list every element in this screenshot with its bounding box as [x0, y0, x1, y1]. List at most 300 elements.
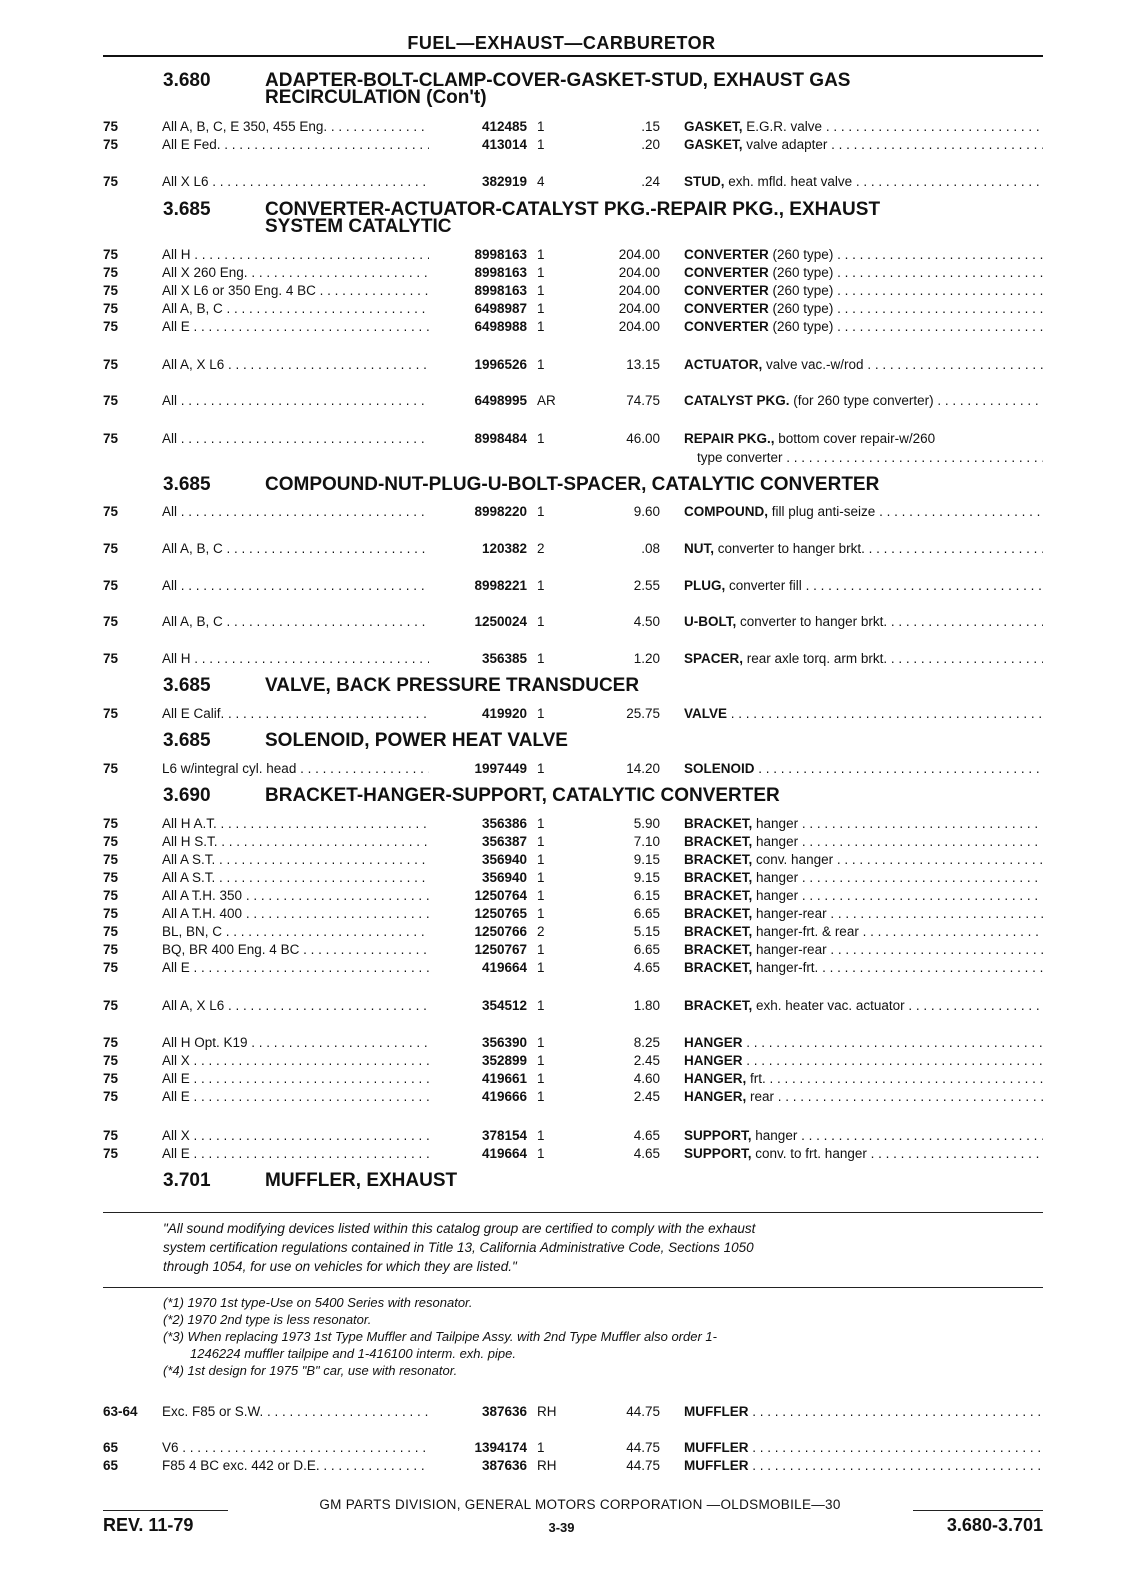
quantity: 1 [537, 614, 545, 629]
part-detail: hanger-frt. . . . [756, 960, 1043, 975]
model-year: 75 [103, 357, 119, 372]
part-name: HANGER, [684, 1071, 747, 1086]
part-detail [752, 1404, 1043, 1419]
part-name: GASKET, [684, 119, 743, 134]
part-number: 8998220 [474, 504, 527, 519]
header-rule [103, 55, 1043, 57]
description [684, 1403, 1043, 1421]
part-number: 1996526 [474, 357, 527, 372]
parts-row [0, 997, 1123, 1015]
price: 204.00 [618, 301, 660, 316]
part-number: 1394174 [474, 1440, 527, 1455]
parts-row [0, 173, 1123, 191]
price: 25.75 [626, 706, 660, 721]
quantity: 1 [537, 1089, 545, 1104]
quantity: 1 [537, 1035, 545, 1050]
model-year: 75 [103, 942, 119, 957]
quantity: 1 [537, 1146, 545, 1161]
price: 5.90 [633, 816, 660, 831]
section-title: SOLENOID, POWER HEAT VALVE [265, 730, 568, 751]
model-year: 75 [103, 137, 119, 152]
application: All A T.H. 350 . . . [162, 887, 429, 905]
price: 9.15 [633, 852, 660, 867]
description [684, 905, 1043, 923]
description [684, 1439, 1043, 1457]
description [684, 1127, 1043, 1145]
parts-row [0, 136, 1123, 154]
model-year: 75 [103, 1035, 119, 1050]
quantity: 1 [537, 998, 545, 1013]
model-year: 75 [103, 265, 119, 280]
quantity: 1 [537, 761, 545, 776]
model-year: 75 [103, 1128, 119, 1143]
price: 204.00 [618, 319, 660, 334]
part-name: BRACKET, [684, 906, 753, 921]
part-name: SOLENOID [684, 761, 755, 776]
part-number: 1250764 [474, 888, 527, 903]
parts-row [0, 941, 1123, 959]
quantity: 1 [537, 888, 545, 903]
application: All A, B, C, E 350, 455 Eng. . . . [162, 118, 429, 136]
price: 4.50 [633, 614, 660, 629]
parts-row [0, 1403, 1123, 1421]
parts-row [0, 833, 1123, 851]
part-number: 419661 [481, 1071, 527, 1086]
description [684, 1052, 1043, 1070]
price: 4.65 [633, 1128, 660, 1143]
price: 1.80 [633, 998, 660, 1013]
quantity: 1 [537, 357, 545, 372]
description [684, 173, 1043, 191]
description [684, 282, 1043, 300]
part-number: 120382 [481, 541, 527, 556]
application: All X L6 or 350 Eng. 4 BC . . . [162, 282, 429, 300]
part-detail: (260 type) . . . [773, 319, 1043, 334]
parts-row [0, 760, 1123, 778]
application: All X L6 . . . [162, 173, 429, 191]
part-detail: hanger . . . [756, 816, 1043, 831]
footer-division: GM PARTS DIVISION, GENERAL MOTORS CORPORATION —OLDSMOBILE—30 [319, 1497, 841, 1512]
part-number: 413014 [481, 137, 527, 152]
model-year: 75 [103, 960, 119, 975]
footer-rule-right [913, 1510, 1043, 1511]
part-name: ACTUATOR, [684, 357, 763, 372]
quantity: 1 [537, 578, 545, 593]
parts-row [0, 430, 1123, 448]
part-number: 8998163 [474, 247, 527, 262]
quantity: 2 [537, 541, 545, 556]
page-title: FUEL—EXHAUST—CARBURETOR [407, 33, 716, 53]
price: 2.45 [633, 1053, 660, 1068]
parts-row [0, 540, 1123, 558]
application: All A, X L6 . . . [162, 356, 429, 374]
price: 44.75 [626, 1440, 660, 1455]
part-number: 387636 [481, 1458, 527, 1473]
part-number: 8998163 [474, 283, 527, 298]
section-title: ADAPTER-BOLT-CLAMP-COVER-GASKET-STUD, EXHAUST GAS RECIRCULATION (Con't) [265, 70, 851, 108]
price: 204.00 [618, 247, 660, 262]
model-year: 75 [103, 174, 119, 189]
description [684, 1457, 1043, 1475]
price: 2.55 [633, 578, 660, 593]
model-year: 75 [103, 816, 119, 831]
part-name: BRACKET, [684, 960, 753, 975]
quantity: 1 [537, 1071, 545, 1086]
parts-row [0, 1052, 1123, 1070]
application: All E . . . [162, 1145, 429, 1163]
part-name: REPAIR PKG., [684, 431, 775, 446]
description [684, 650, 1043, 668]
part-name: MUFFLER [684, 1440, 749, 1455]
description [684, 705, 1043, 723]
application: All E Calif. . . . [162, 705, 429, 723]
parts-row [0, 300, 1123, 318]
price: 4.65 [633, 1146, 660, 1161]
part-number: 1250766 [474, 924, 527, 939]
application: F85 4 BC exc. 442 or D.E. . . . [162, 1457, 429, 1475]
description [684, 851, 1043, 869]
part-detail: hanger-frt. & rear . . . [756, 924, 1043, 939]
application: All X . . . [162, 1052, 429, 1070]
footnote-line: (*1) 1970 1st type-Use on 5400 Series with resonator. [163, 1295, 473, 1310]
price: .20 [641, 137, 660, 152]
part-number: 1250024 [474, 614, 527, 629]
quantity: 1 [537, 906, 545, 921]
part-name: U-BOLT, [684, 614, 737, 629]
part-detail [758, 761, 1043, 776]
model-year: 75 [103, 1071, 119, 1086]
part-detail: (for 260 type converter) . . . [793, 393, 1043, 408]
part-number: 356940 [481, 852, 527, 867]
application: All H . . . [162, 650, 429, 668]
parts-row [0, 318, 1123, 336]
quantity: 1 [537, 852, 545, 867]
part-detail: conv. hanger . . . [756, 852, 1043, 867]
parts-row [0, 577, 1123, 595]
price: .24 [641, 174, 660, 189]
part-number: 419664 [481, 1146, 527, 1161]
part-detail: (260 type) . . . [773, 265, 1043, 280]
parts-row [0, 264, 1123, 282]
part-number: 419920 [481, 706, 527, 721]
part-name: HANGER [684, 1053, 743, 1068]
part-name: HANGER, [684, 1089, 747, 1104]
application: All . . . [162, 577, 429, 595]
part-name: HANGER [684, 1035, 743, 1050]
description [684, 264, 1043, 282]
description [684, 959, 1043, 977]
part-name: BRACKET, [684, 870, 753, 885]
application: All . . . [162, 392, 429, 410]
part-name: BRACKET, [684, 852, 753, 867]
description [684, 923, 1043, 941]
model-year: 65 [103, 1440, 119, 1455]
application: All A T.H. 400 . . . [162, 905, 429, 923]
price: 9.15 [633, 870, 660, 885]
notice-bottom-rule [103, 1287, 1043, 1288]
description [684, 540, 1043, 558]
part-detail: rear . . . [750, 1089, 1043, 1104]
application: All X 260 Eng. . . . [162, 264, 429, 282]
part-name: VALVE [684, 706, 728, 721]
parts-row [0, 905, 1123, 923]
description [684, 246, 1043, 264]
part-name: PLUG, [684, 578, 726, 593]
part-detail [731, 706, 1043, 721]
part-detail: valve adapter . . . [746, 137, 1043, 152]
quantity: 1 [537, 431, 545, 446]
model-year: 75 [103, 1146, 119, 1161]
parts-row [0, 392, 1123, 410]
footnote-line: (*3) When replacing 1973 1st Type Muffler and Tailpipe Assy. with 2nd Type Muffler also order 1- [163, 1329, 717, 1344]
application: All A, B, C . . . [162, 540, 429, 558]
application: All H A.T. . . . [162, 815, 429, 833]
certification-notice: "All sound modifying devices listed within this catalog group are certified to comply with the exhaust system certification regulations contained in Title 13, California Administrative Code, Sections 1050 through 1054, for use on vehicles for which they are listed." [163, 1221, 756, 1274]
application: All E . . . [162, 318, 429, 336]
quantity: 1 [537, 706, 545, 721]
part-number: 419664 [481, 960, 527, 975]
quantity: 1 [537, 960, 545, 975]
model-year: 75 [103, 578, 119, 593]
application: All H S.T. . . . [162, 833, 429, 851]
section-title: BRACKET-HANGER-SUPPORT, CATALYTIC CONVERTER [265, 785, 780, 806]
footnote-line: (*2) 1970 2nd type is less resonator. [163, 1312, 372, 1327]
model-year: 75 [103, 870, 119, 885]
part-detail [746, 1035, 1043, 1050]
model-year: 75 [103, 431, 119, 446]
application: All X . . . [162, 1127, 429, 1145]
section-number: 3.701 [163, 1170, 211, 1191]
price: 204.00 [618, 283, 660, 298]
part-name: BRACKET, [684, 834, 753, 849]
price: 13.15 [626, 357, 660, 372]
part-detail: fill plug anti-seize . . . [772, 504, 1043, 519]
application: BQ, BR 400 Eng. 4 BC . . . [162, 941, 429, 959]
model-year: 65 [103, 1458, 119, 1473]
part-detail: exh. mfld. heat valve . . . [728, 174, 1043, 189]
part-number: 356385 [481, 651, 527, 666]
part-number: 419666 [481, 1089, 527, 1104]
notice-top-rule [103, 1212, 1043, 1213]
section-number: 3.680 [163, 70, 211, 91]
part-name: CONVERTER [684, 301, 769, 316]
price: 44.75 [626, 1404, 660, 1419]
model-year: 75 [103, 119, 119, 134]
application: All H . . . [162, 246, 429, 264]
description [684, 577, 1043, 595]
price: 4.60 [633, 1071, 660, 1086]
quantity: 1 [537, 834, 545, 849]
model-year: 75 [103, 998, 119, 1013]
part-detail: valve vac.-w/rod . . . [766, 357, 1043, 372]
part-number: 8998163 [474, 265, 527, 280]
description [684, 300, 1043, 318]
parts-row [0, 923, 1123, 941]
parts-row [0, 356, 1123, 374]
application: All A S.T. . . . [162, 851, 429, 869]
description [684, 1145, 1043, 1163]
description [684, 356, 1043, 374]
model-year: 75 [103, 906, 119, 921]
description [684, 815, 1043, 833]
application: All E Fed. . . . [162, 136, 429, 154]
part-name: COMPOUND, [684, 504, 768, 519]
footnote-line: 1246224 muffler tailpipe and 1-416100 interm. exh. pipe. [190, 1346, 516, 1361]
section-title: VALVE, BACK PRESSURE TRANSDUCER [265, 675, 640, 696]
part-name: MUFFLER [684, 1404, 749, 1419]
quantity: 1 [537, 816, 545, 831]
application: All H Opt. K19 . . . [162, 1034, 429, 1052]
part-number: 1250765 [474, 906, 527, 921]
price: 46.00 [626, 431, 660, 446]
part-detail: hanger-rear . . . [756, 942, 1043, 957]
parts-row [0, 1088, 1123, 1106]
price: 7.10 [633, 834, 660, 849]
price: 9.60 [633, 504, 660, 519]
part-number: 8998221 [474, 578, 527, 593]
footer-revision: REV. 11-79 [103, 1515, 194, 1535]
part-detail: (260 type) . . . [773, 247, 1043, 262]
parts-row [0, 851, 1123, 869]
quantity: 2 [537, 924, 545, 939]
part-detail: hanger . . . [756, 870, 1043, 885]
part-detail: converter to hanger brkt. . . . [740, 614, 1043, 629]
model-year: 75 [103, 1053, 119, 1068]
application: All E . . . [162, 1088, 429, 1106]
application: Exc. F85 or S.W. . . . [162, 1403, 429, 1421]
part-detail: hanger . . . [756, 888, 1043, 903]
part-detail: E.G.R. valve . . . [746, 119, 1043, 134]
part-name: BRACKET, [684, 924, 753, 939]
part-name: GASKET, [684, 137, 743, 152]
part-detail: conv. to frt. hanger . . . [755, 1146, 1043, 1161]
price: 2.45 [633, 1089, 660, 1104]
description [684, 503, 1043, 521]
application: BL, BN, C . . . [162, 923, 429, 941]
price: 74.75 [626, 393, 660, 408]
part-name: BRACKET, [684, 888, 753, 903]
section-number: 3.685 [163, 474, 211, 495]
part-name: SUPPORT, [684, 1146, 752, 1161]
parts-row [0, 246, 1123, 264]
parts-row [0, 887, 1123, 905]
part-number: 8998484 [474, 431, 527, 446]
description [684, 997, 1043, 1015]
quantity: 1 [537, 247, 545, 262]
section-number: 3.685 [163, 199, 211, 220]
section-number: 3.685 [163, 675, 211, 696]
model-year: 75 [103, 504, 119, 519]
model-year: 75 [103, 301, 119, 316]
part-detail: (260 type) . . . [773, 301, 1043, 316]
parts-row [0, 650, 1123, 668]
description [684, 318, 1043, 336]
quantity: 1 [537, 651, 545, 666]
part-name: BRACKET, [684, 942, 753, 957]
part-detail [746, 1053, 1043, 1068]
application: All . . . [162, 503, 429, 521]
part-number: 352899 [481, 1053, 527, 1068]
description [684, 887, 1043, 905]
part-number: 387636 [481, 1404, 527, 1419]
part-name: CONVERTER [684, 265, 769, 280]
parts-row [0, 1070, 1123, 1088]
quantity: 1 [537, 265, 545, 280]
section-title: CONVERTER-ACTUATOR-CATALYST PKG.-REPAIR PKG., EXHAUST SYSTEM CATALYTIC [265, 199, 881, 237]
price: 8.25 [633, 1035, 660, 1050]
parts-row [0, 1034, 1123, 1052]
application: All E . . . [162, 1070, 429, 1088]
model-year: 75 [103, 834, 119, 849]
part-number: 382919 [481, 174, 527, 189]
parts-row [0, 1457, 1123, 1475]
part-name: CONVERTER [684, 247, 769, 262]
description [684, 833, 1043, 851]
part-detail: rear axle torq. arm brkt. . . . [747, 651, 1043, 666]
application: All E . . . [162, 959, 429, 977]
part-name: CONVERTER [684, 283, 769, 298]
quantity: 1 [537, 283, 545, 298]
quantity: 1 [537, 1440, 545, 1455]
description [684, 392, 1043, 410]
model-year: 75 [103, 393, 119, 408]
part-detail: hanger . . . [756, 834, 1043, 849]
description [684, 430, 1043, 448]
parts-row [0, 705, 1123, 723]
part-detail [752, 1440, 1043, 1455]
parts-row [0, 959, 1123, 977]
application: All A S.T. . . . [162, 869, 429, 887]
quantity: AR [537, 393, 556, 408]
quantity: 1 [537, 119, 545, 134]
part-number: 378154 [481, 1128, 527, 1143]
model-year: 75 [103, 651, 119, 666]
footer-rule-left [103, 1510, 228, 1511]
price: 6.65 [633, 942, 660, 957]
part-number: 6498988 [474, 319, 527, 334]
price: .15 [641, 119, 660, 134]
part-number: 356387 [481, 834, 527, 849]
part-name: NUT, [684, 541, 714, 556]
part-detail: frt. . . . [750, 1071, 1043, 1086]
model-year: 75 [103, 247, 119, 262]
part-detail: hanger-rear . . . [756, 906, 1043, 921]
description [684, 869, 1043, 887]
part-detail: converter fill . . . [729, 578, 1043, 593]
description [684, 136, 1043, 154]
section-number: 3.685 [163, 730, 211, 751]
parts-row [0, 815, 1123, 833]
description [684, 1088, 1043, 1106]
part-name: CONVERTER [684, 319, 769, 334]
quantity: RH [537, 1458, 557, 1473]
model-year: 75 [103, 283, 119, 298]
quantity: 1 [537, 301, 545, 316]
parts-row [0, 1439, 1123, 1457]
part-name: SUPPORT, [684, 1128, 752, 1143]
model-year: 75 [103, 888, 119, 903]
part-number: 356390 [481, 1035, 527, 1050]
application: L6 w/integral cyl. head . . . [162, 760, 429, 778]
model-year: 75 [103, 761, 119, 776]
application: All A, B, C . . . [162, 613, 429, 631]
part-name: BRACKET, [684, 998, 753, 1013]
section-number: 3.690 [163, 785, 211, 806]
model-year: 75 [103, 1089, 119, 1104]
price: 6.65 [633, 906, 660, 921]
part-number: 6498987 [474, 301, 527, 316]
description [684, 1034, 1043, 1052]
